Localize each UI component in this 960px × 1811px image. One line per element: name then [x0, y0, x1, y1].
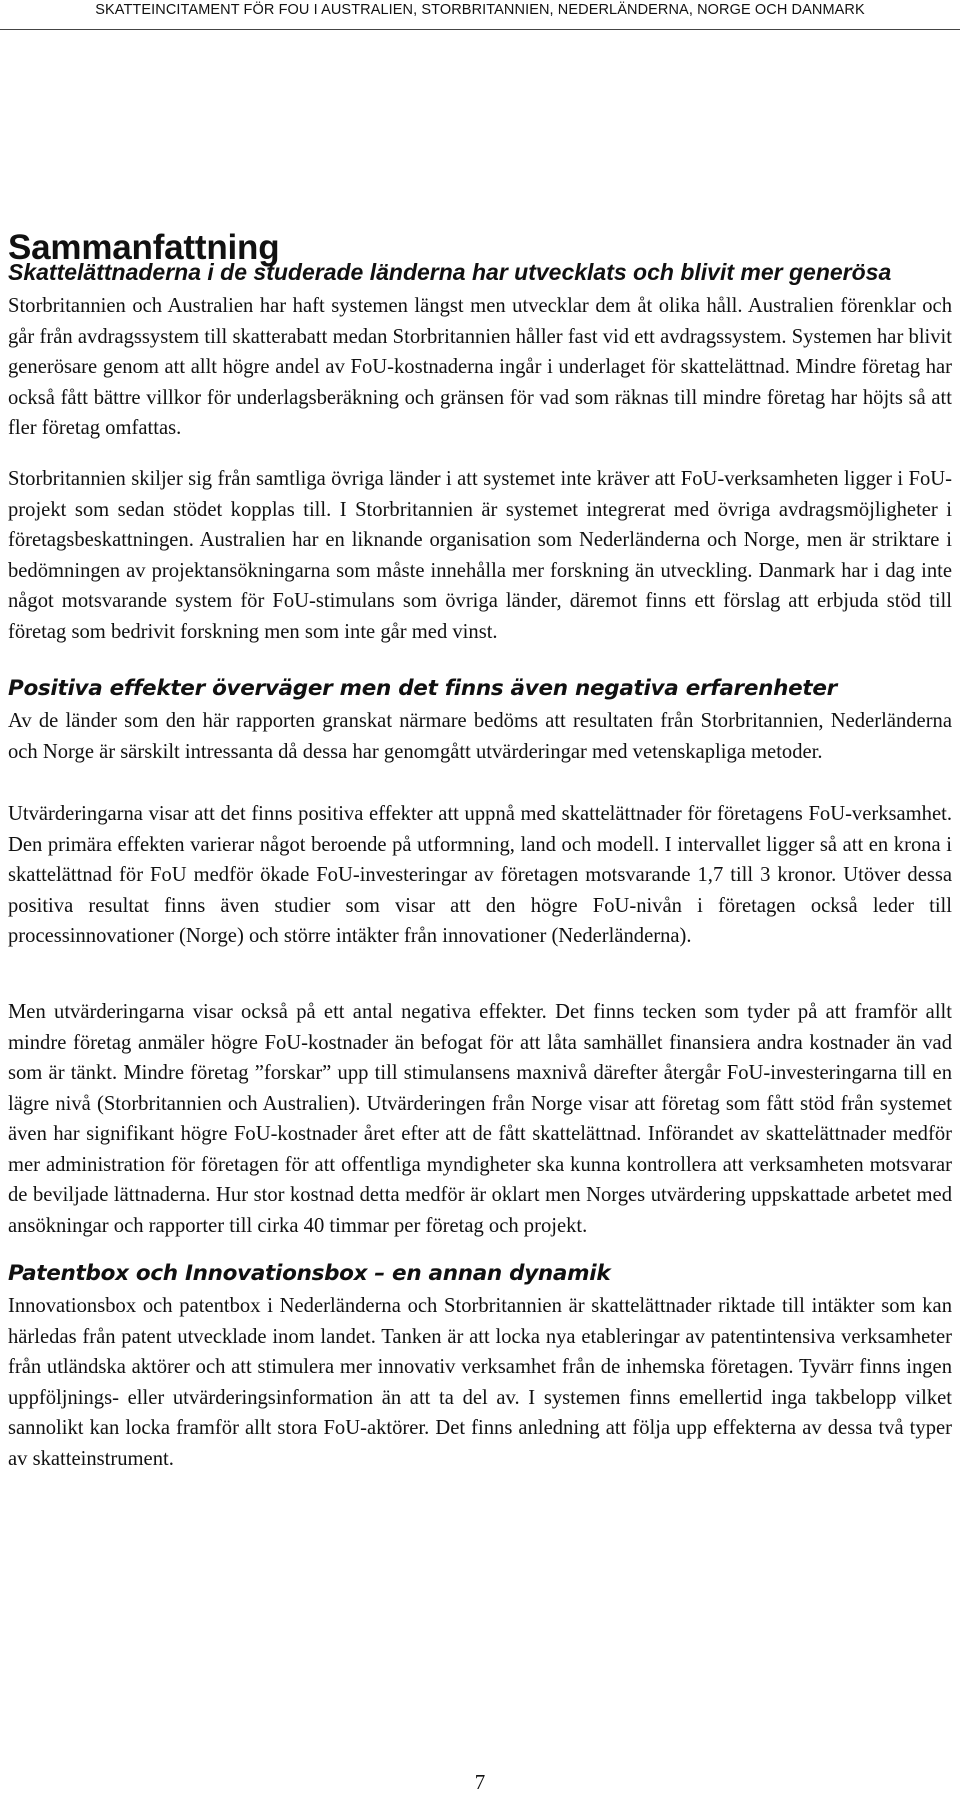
- paragraph: Storbritannien skiljer sig från samtliga övriga länder i att systemet inte kräver att FoU-verksamheten ligger i FoU-projekt som sedan stödet kopplas till. I Storbritannien är systemet integrerat med övriga avdragsmöjligheter i företagsbeskattningen. Australien har en liknande organisation som Nederländerna och Norge, men är striktare i bedömningen av projektansökningarna som måste innehålla mer forskning än utveckling. Danmark har i dag inte något motsvarande system för FoU-stimulans som övriga länder, däremot finns ett förslag att erbjuda stöd till företag som bedrivit forskning men som inte går med vinst.: [8, 468, 952, 643]
- paragraph: Storbritannien och Australien har haft systemen längst men utvecklar dem åt olika håll. Australien förenklar och går från avdragssystem till skatterabatt medan Storbritannien håller fast vid ett avdragssystem. Systemen har blivit generösare genom att allt högre andel av FoU-kostnaderna ingår i underlaget för skattelättnad. Mindre företag har också fått bättre villkor för underlagsberäkning och gränsen för vad som räknas till mindre företag har höjts så att fler företag omfattas.: [8, 295, 952, 439]
- paragraph: Utvärderingarna visar att det finns positiva effekter att uppnå med skattelättnader för företagens FoU-verksamhet. Den primära effekten varierar något beroende på utformning, land och modell. I intervallet ligger så att en krona i skattelättnad för FoU medför ökade FoU-investeringar av företagen motsvarande 1,7 till 3 kronor. Utöver dessa positiva resultat finns även studier som visar att den högre FoU-nivån i företagen också leder till processinnovationer (Norge) och större intäkter från innovationer (Nederländerna).: [8, 803, 952, 947]
- page-number: 7: [474, 1770, 486, 1794]
- section-heading-effects: Positiva effekter överväger men det finns även negativa erfarenheter: [8, 676, 837, 701]
- running-header: SKATTEINCITAMENT FÖR FOU I AUSTRALIEN, STORBRITANNIEN, NEDERLÄNDERNA, NORGE OCH DANMARK: [0, 0, 960, 30]
- page-title: Sammanfattning: [8, 228, 280, 267]
- section-heading-generosity: Skattelättnaderna i de studerade länderna har utvecklats och blivit mer generösa: [8, 259, 892, 285]
- paragraph: Av de länder som den här rapporten granskat närmare bedöms att resultaten från Storbritannien, Nederländerna och Norge är särskilt intressanta då dessa har genomgått utvärderingar med vetenskapliga metoder.: [8, 710, 952, 763]
- paragraph: Innovationsbox och patentbox i Nederländerna och Storbritannien är skattelättnader riktade till intäkter som kan härledas från patent utvecklade inom landet. Tanken är att locka nya etableringar av patentintensiva verksamheter från utländska aktörer och att stimulera mer innovativ verksamhet från de inhemska företagen. Tyvärr finns ingen uppföljnings- eller utvärderingsinformation än att ta del av. I systemen finns emellertid inga takbelopp vilket sannolikt kan locka framför allt stora FoU-aktörer. Det finns anledning att följa upp effekterna av dessa två typer av skatteinstrument.: [8, 1295, 952, 1470]
- paragraph: Men utvärderingarna visar också på ett antal negativa effekter. Det finns tecken som tyder på att framför allt mindre företag anmäler högre FoU-kostnader än befogat för att låta samhället finansiera andra kostnader än vad som är tänkt. Mindre företag ”forskar” upp till stimulansens maxnivå därefter återgår FoU-investeringarna till en lägre nivå (Storbritannien och Australien). Utvärderingen från Norge visar att företag som fått stöd från systemet även har signifikant högre FoU-kostnader året efter att de fått skattelättnad. Införandet av skattelättnader medför mer administration för företagen för att offentliga myndigheter ska kunna kontrollera att verksamheten motsvarar de beviljade lättnaderna. Hur stor kostnad detta medför är oklart men Norges utvärdering uppskattade arbetet med ansökningar och rapporter till cirka 40 timmar per företag och projekt.: [8, 1001, 952, 1237]
- section-heading-patentbox: Patentbox och Innovationsbox – en annan dynamik: [8, 1261, 611, 1286]
